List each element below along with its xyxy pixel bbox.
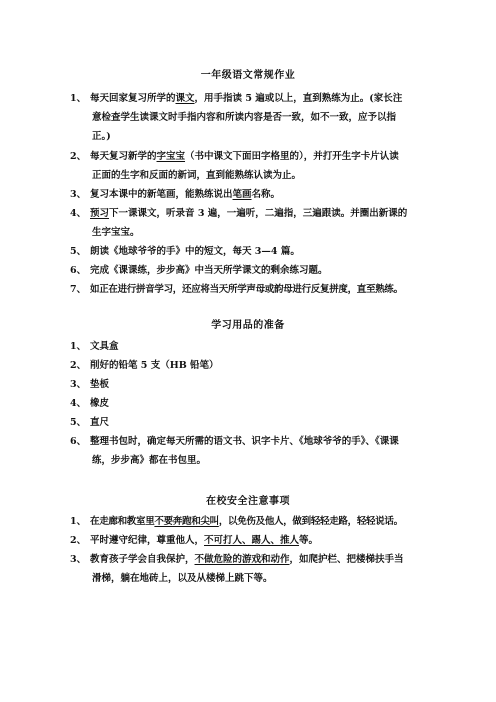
- underlined-keyword: 预习: [90, 208, 110, 219]
- item-number: 2、: [70, 535, 87, 546]
- item-text-line-2: 滑梯，躺在地砖上，以及从楼梯上跳下等。: [92, 573, 273, 584]
- item-text: 削好的铅笔 5 支（HB 铅笔）: [90, 360, 219, 371]
- safety-item-3: [70, 550, 450, 588]
- underlined-keyword: 不做危险的游戏和动作: [194, 554, 290, 565]
- item-text: 如正在进行拼音学习，还应将当天所学声母或韵母进行反复拼度，直至熟练。: [90, 284, 403, 295]
- section-title-homework: 一年级语文常规作业: [200, 70, 296, 81]
- underlined-keyword: 课文: [175, 93, 195, 104]
- section-title-safety: 在校安全注意事项: [206, 496, 290, 507]
- item-number: 5、: [70, 246, 87, 257]
- underlined-keyword: 笔画: [232, 189, 252, 200]
- item-text: 每天回家复习所学的: [90, 93, 176, 104]
- item-text: 平时遵守纪律，尊重他人，: [90, 535, 205, 546]
- supply-item-1: [70, 337, 450, 356]
- homework-item-4: [70, 204, 450, 242]
- item-text: 每天复习新学的: [90, 151, 157, 162]
- section-title-supplies: 学习用品的准备: [211, 320, 285, 331]
- item-number: 4、: [70, 208, 87, 219]
- supply-item-4: [70, 394, 450, 413]
- item-number: 3、: [70, 379, 87, 390]
- item-text: ，用手指读 5 遍或以上，直到熟练为止。(家长注: [194, 93, 403, 104]
- homework-item-6: [70, 261, 450, 280]
- item-number: 1、: [70, 341, 87, 352]
- item-text: ，如爬护栏、把楼梯扶手当: [289, 554, 404, 565]
- item-text-line-2: 正面的生字和反面的新词，直到能熟练认读为止。: [92, 170, 302, 181]
- item-number: 1、: [70, 516, 87, 527]
- item-text: ，以免伤及他人，做到轻轻走路，轻轻说话。: [218, 516, 403, 527]
- item-text-line-3: 正。): [92, 131, 111, 142]
- item-text: 教育孩子学会自我保护，: [90, 554, 195, 565]
- homework-item-1: [70, 89, 450, 146]
- item-text: 复习本课中的新笔画，能熟练说出: [90, 189, 233, 200]
- item-number: 2、: [70, 151, 87, 162]
- homework-item-7: [70, 280, 450, 299]
- item-text-line-2: 练，步步高》都在书包里。: [92, 455, 207, 466]
- supply-item-6: [70, 432, 450, 470]
- item-text-line-2: 生字宝宝。: [92, 227, 140, 238]
- item-text: 名称。: [251, 189, 281, 200]
- item-text: （书中课文下面田字格里的），并打开生字卡片认读: [185, 151, 399, 162]
- item-number: 4、: [70, 398, 87, 409]
- item-number: 5、: [70, 417, 87, 428]
- item-number: 2、: [70, 360, 87, 371]
- item-text: 朗读《地球爷爷的手》中的短文，每天 3—4 篇。: [90, 246, 300, 257]
- supply-item-3: [70, 375, 450, 394]
- item-number: 3、: [70, 189, 87, 200]
- supply-item-5: [70, 413, 450, 432]
- item-text: 整理书包时，确定每天所需的语文书、识字卡片、《地球爷爷的手》、《课课: [90, 436, 399, 447]
- underlined-keyword: 字宝宝: [156, 151, 186, 162]
- item-number: 6、: [70, 265, 87, 276]
- item-number: 3、: [70, 554, 87, 565]
- item-number: 6、: [70, 436, 87, 447]
- underlined-keyword: 不可打人、踢人、推人: [204, 535, 300, 546]
- item-text: 文具盒: [90, 341, 119, 352]
- item-text: 橡皮: [90, 398, 110, 409]
- supply-item-2: [70, 356, 450, 375]
- homework-item-5: [70, 242, 450, 261]
- item-number: 7、: [70, 284, 87, 295]
- item-number: 1、: [70, 93, 87, 104]
- item-text: 下一课课文，听录音 3 遍，一遍听，二遍指，三遍跟读。并圈出新课的: [109, 208, 408, 219]
- item-text: 完成《课课练，步步高》中当天所学课文的剩余练习题。: [90, 265, 328, 276]
- item-text-line-2: 意检查学生读课文时手指内容和所读内容是否一致，如不一致，应予以指: [92, 112, 397, 123]
- item-text: 等。: [299, 535, 319, 546]
- safety-item-2: [70, 531, 450, 550]
- homework-item-2: [70, 147, 450, 185]
- item-text: 在走廊和教室里: [90, 516, 155, 527]
- item-text: 垫板: [90, 379, 110, 390]
- underlined-keyword: 不要奔跑和尖叫: [154, 516, 219, 527]
- homework-item-3: [70, 185, 450, 204]
- item-text: 直尺: [90, 417, 110, 428]
- safety-item-1: [70, 512, 450, 531]
